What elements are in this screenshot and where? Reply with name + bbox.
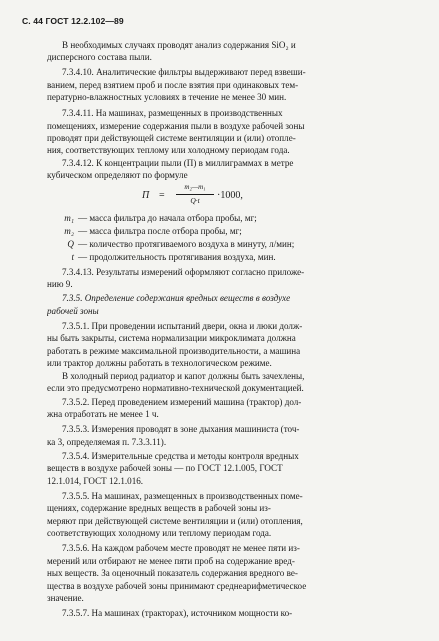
text-line: нию 9. [47,279,73,289]
page-header: С. 44 ГОСТ 12.2.102—89 [22,16,124,26]
text-line: соответствующих холодному или теплому периодам года. [47,528,272,538]
text-line: кубическом определяют по формуле [47,170,188,180]
text-line: 7.3.5.2. Перед проведением измерений машина (трактор) дол- [62,397,302,407]
definition-symbol: m₁ [64,213,74,223]
text-line: В холодный период радиатор и капот должны быть зачехлены, [62,371,305,381]
text-line: меряют при действующей системе вентиляции и (или) отопления, [47,516,303,526]
formula-equals: = [159,190,165,201]
text-line: проводят при действующей системе вентиляции и (или) отопле- [47,133,296,143]
definition-text: — продолжительность протягивания воздуха, мин. [78,252,276,262]
formula-numerator: m₂—m₁ [184,183,206,191]
text-line: работать в режиме максимальной производительности, а машина [47,346,301,356]
text-line: 7.3.5.5. На машинах, размещенных в производственных поме- [62,491,303,501]
definition-symbol: t [71,252,74,262]
definition-symbol: Q [67,239,74,249]
text-line: 7.3.5.3. Измерения проводят в зоне дыхания машиниста (точ- [62,424,300,434]
formula-denominator: Q·t [190,196,200,205]
text-line: ны быть закрыты, система нормализации микроклимата должна [47,333,296,343]
text-line: 7.3.5.1. При проведении испытаний двери, окна и люки долж- [62,321,303,331]
text-line: жна отработать не менее 1 ч. [47,409,159,419]
text-line: 7.3.4.11. На машинах, размещенных в производственных [62,108,283,118]
formula-multiplier: ·1000, [217,190,243,201]
formula-lhs: П [142,190,150,201]
text-line: 7.3.5.7. На машинах (тракторах), источником мощности ко- [62,608,293,618]
text-line: если это предусмотрено нормативно-технической документацией. [47,383,304,393]
section-heading: рабочей зоны [47,306,99,316]
definition-text: — масса фильтра до начала отбора пробы, мг; [78,213,257,223]
text-line: 7.3.4.13. Результаты измерений оформляют согласно приложе- [62,267,305,277]
definition-text: — количество протягиваемого воздуха в минуту, л/мин; [78,239,295,249]
text-line: значение. [47,593,84,603]
text-line: ния, соответствующих теплому или холодному периодам года. [47,145,290,155]
text-line: пературно-влажностных условиях в течение не менее 30 мин. [47,92,287,102]
text-line: щества в воздухе рабочей зоны принимают среднеарифметическое [47,581,307,591]
text-line: 7.3.4.10. Аналитические фильтры выдерживают перед взвеши- [62,67,306,77]
definition-text: — масса фильтра после отбора пробы, мг; [78,226,242,236]
text-line: 7.3.5.4. Измерительные средства и методы контроля вредных [62,451,299,461]
text-line: мерений или отбирают не менее пяти проб на содержание вред- [47,556,295,566]
text-line: ка 3, определяемая п. 7.3.3.11). [47,437,167,447]
text-line: помещениях, измерение содержания пыли в воздухе рабочей зоны [47,121,305,131]
formula [142,183,332,209]
text-line: 7.3.4.12. К концентрации пыли (П) в миллиграммах в метре [62,158,294,168]
text-line: щениях, содержание вредных веществ в рабочей зоны из- [47,503,271,513]
text-line: В необходимых случаях проводят анализ содержания SiO₂ и [62,40,296,50]
text-line: ванием, перед взятием проб и после взятия при одинаковых тем- [47,80,299,90]
text-line: 12.1.014, ГОСТ 12.1.016. [47,476,144,486]
text-line: или трактор должны работать в технологическом режиме. [47,358,272,368]
definition-symbol: m₂ [64,226,74,236]
text-line: веществ в воздухе рабочей зоны — по ГОСТ 12.1.005, ГОСТ [47,463,283,473]
text-line: дисперсного состава пыли. [47,52,152,62]
text-line: 7.3.5.6. На каждом рабочем месте проводят не менее пяти из- [62,543,300,553]
fraction-bar [176,194,214,195]
section-heading: 7.3.5. Определение содержания вредных веществ в воздухе [62,293,291,303]
text-line: ных веществ. За оценочный показатель содержания вредного ве- [47,568,298,578]
